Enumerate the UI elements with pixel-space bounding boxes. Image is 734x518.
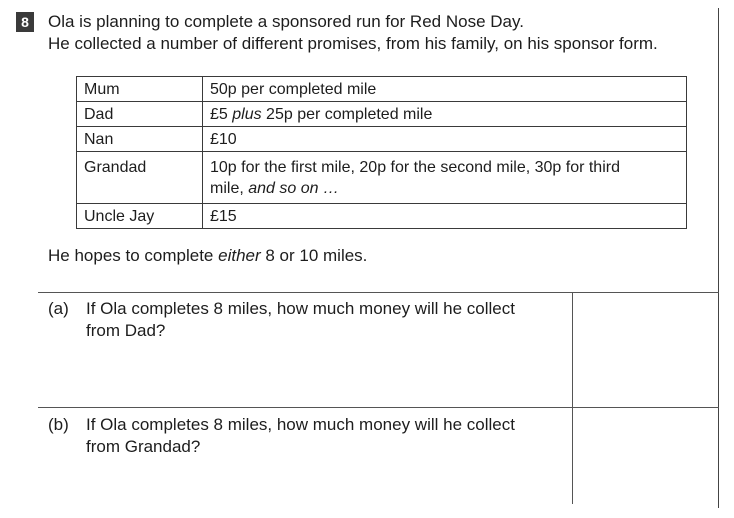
table-row: [77, 152, 687, 204]
part-a-line-1: If Ola completes 8 miles, how much money will he collect: [86, 299, 515, 318]
sponsor-promise: 50p per completed mile: [203, 77, 687, 102]
question-number-badge: 8: [16, 12, 34, 32]
promise-line-2: [210, 178, 678, 199]
intro-line-2: He collected a number of different promises, from his family, on his sponsor form.: [48, 34, 658, 53]
sponsor-form-table: [76, 76, 687, 229]
part-a-top-rule: [38, 292, 719, 293]
sponsor-promise: [203, 152, 687, 204]
part-a-label: (a): [48, 299, 69, 318]
sponsor-name: Grandad: [77, 152, 203, 204]
promise-emphasis: and so on …: [248, 180, 339, 197]
table-row: [77, 204, 687, 229]
table-row: [77, 77, 687, 102]
sponsor-promise: [203, 102, 687, 127]
promise-line-1: 10p for the first mile, 20p for the second mile, 30p for third: [210, 159, 620, 176]
part-b-line-1: If Ola completes 8 miles, how much money will he collect: [86, 415, 515, 434]
table-row: [77, 127, 687, 152]
sponsor-promise: £10: [203, 127, 687, 152]
sponsor-name: Dad: [77, 102, 203, 127]
intro-line-1: Ola is planning to complete a sponsored run for Red Nose Day.: [48, 12, 524, 31]
part-b-top-rule: [38, 407, 719, 408]
promise-emphasis: plus: [232, 106, 262, 123]
hopes-text: 8 or 10 miles.: [260, 246, 368, 265]
sponsor-name: Mum: [77, 77, 203, 102]
promise-text: 25p per completed mile: [261, 106, 433, 123]
part-b-line-2: from Grandad?: [86, 437, 201, 456]
answer-column-rule: [718, 8, 719, 508]
sponsor-name: Uncle Jay: [77, 204, 203, 229]
question-intro: [48, 11, 658, 55]
hopes-text: He hopes to complete: [48, 246, 219, 265]
promise-text: mile,: [210, 180, 249, 197]
part-b-question: [86, 414, 566, 458]
part-a-line-2: from Dad?: [86, 321, 166, 340]
sponsor-promise: £15: [203, 204, 687, 229]
table-row: [77, 102, 687, 127]
mark-column-rule: [572, 292, 573, 504]
promise-text: £5: [210, 106, 233, 123]
hopes-statement: [48, 245, 367, 267]
sponsor-name: Nan: [77, 127, 203, 152]
part-a-question: [86, 298, 566, 342]
part-b-label: (b): [48, 415, 69, 434]
hopes-emphasis: either: [218, 246, 261, 265]
